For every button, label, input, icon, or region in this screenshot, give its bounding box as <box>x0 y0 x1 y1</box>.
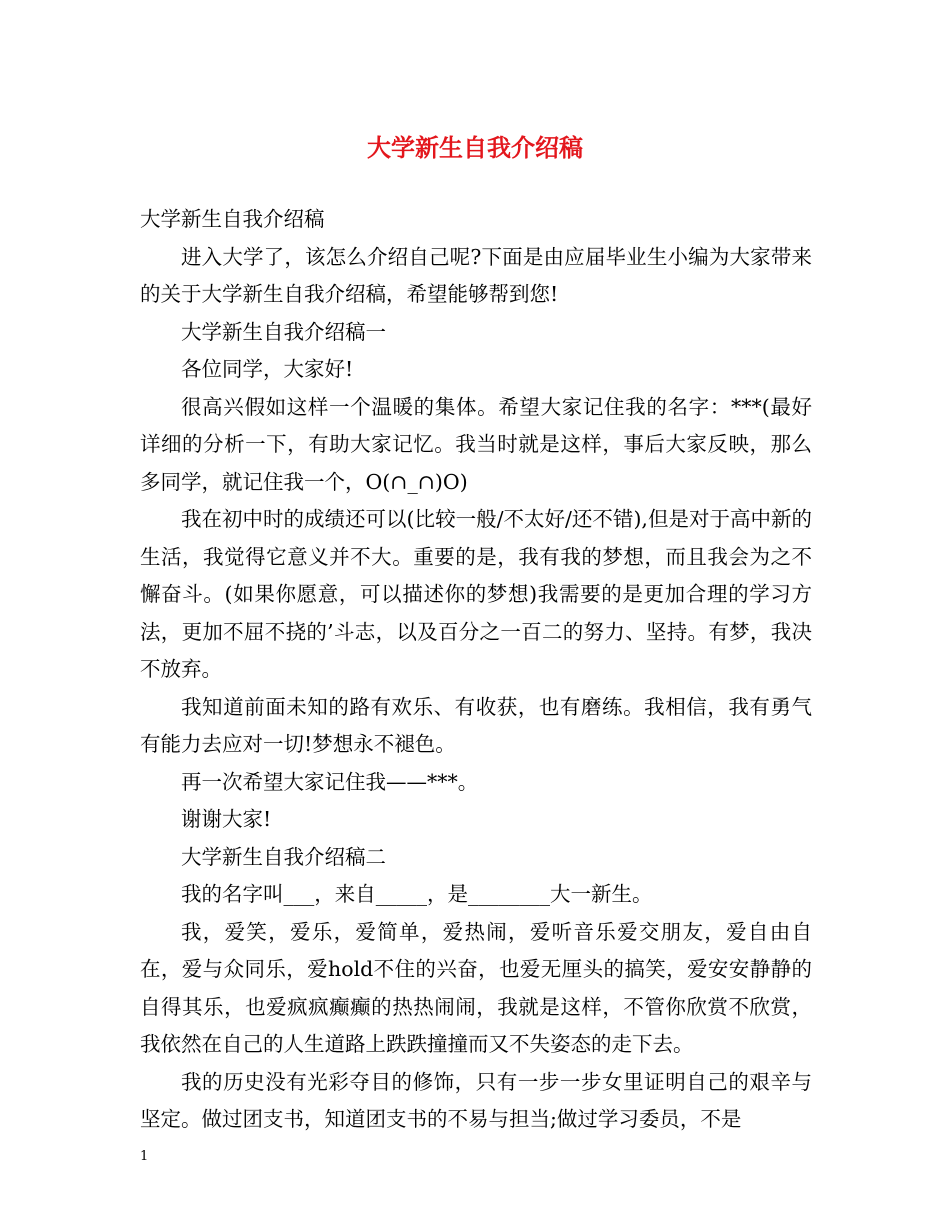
paragraph: 谢谢大家! <box>181 807 272 831</box>
document-heading-line: 大学新生自我介绍稿 <box>140 207 325 231</box>
paragraph: 我的名字叫___，来自_____，是________大一新生。 <box>181 882 653 906</box>
paragraph: 我知道前面未知的路有欢乐、有收获，也有磨练。我相信，我有勇气有能力去应对一切!梦想永不褪色。 <box>140 694 812 756</box>
page-title: 大学新生自我介绍稿 <box>367 134 583 162</box>
paragraph: 大学新生自我介绍稿一 <box>181 319 386 344</box>
document-body <box>140 201 812 1139</box>
paragraph: 我在初中时的成绩还可以(比较一般/不太好/还不错),但是对于高中新的生活，我觉得它意义并不大。重要的是，我有我的梦想，而且我会为之不懈奋斗。(如果你愿意，可以描述你的梦想)我需要的是更加合理的学习方法，更加不屈不挠的’斗志，以及百分之一百二的努力、坚持。有梦，我决不放弃。 <box>140 507 812 681</box>
paragraph: 再一次希望大家记住我——***。 <box>181 769 479 794</box>
paragraph: 大学新生自我介绍稿二 <box>181 844 386 869</box>
page-number: 1 <box>140 1149 149 1164</box>
paragraph: 我的历史没有光彩夺目的修饰，只有一步一步女里证明自己的艰辛与坚定。做过团支书，知道团支书的不易与担当;做过学习委员，不是 <box>140 1069 812 1131</box>
paragraph: 各位同学，大家好! <box>181 357 354 381</box>
paragraph: 我，爱笑，爱乐，爱简单，爱热闹，爱听音乐爱交朋友，爱自由自在，爱与众同乐，爱hold不住的兴奋，也爱无厘头的搞笑，爱安安静静的自得其乐，也爱疯疯癫癫的热热闹闹，我就是这样，不管你欣赏不欣赏，我依然在自己的人生道路上跌跌撞撞而又不失姿态的走下去。 <box>140 919 812 1056</box>
paragraph: 进入大学了，该怎么介绍自己呢?下面是由应届毕业生小编为大家带来的关于大学新生自我介绍稿，希望能够帮到您! <box>140 244 812 306</box>
paragraph: 很高兴假如这样一个温暖的集体。希望大家记住我的名字：***(最好详细的分析一下，有助大家记忆。我当时就是这样，事后大家反映，那么多同学，就记住我一个，O(∩_∩)O) <box>140 394 812 494</box>
